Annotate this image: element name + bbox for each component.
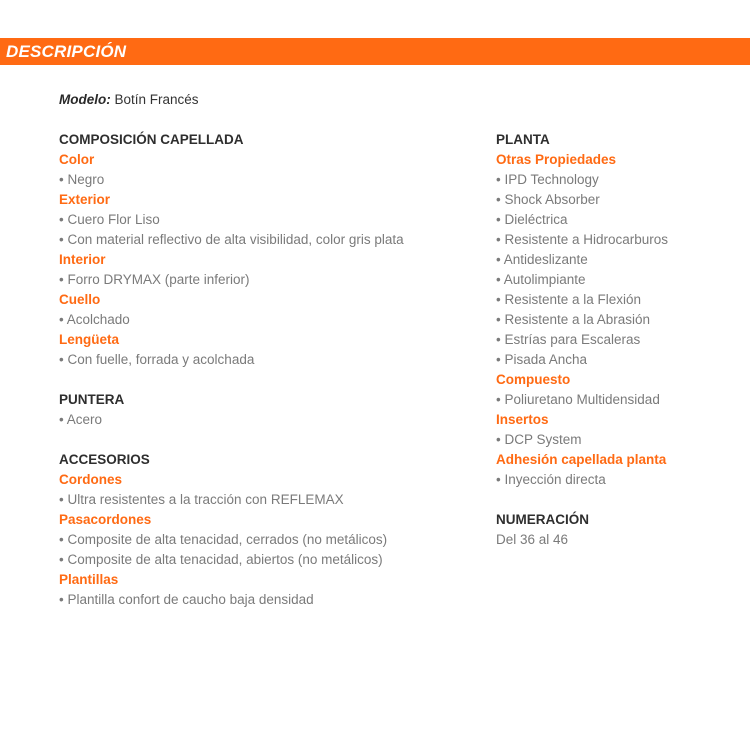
list-item: • Poliuretano Multidensidad — [496, 392, 660, 407]
list-item: • Con material reflectivo de alta visibilidad, color gris plata — [59, 232, 404, 247]
subsection-title: Cuello — [59, 292, 101, 307]
list-item: • Dieléctrica — [496, 212, 568, 227]
subsection-title: Cordones — [59, 472, 123, 487]
size-range: Del 36 al 46 — [496, 532, 569, 547]
list-item: • Estrías para Escaleras — [496, 332, 641, 347]
subsection-title: Pasacordones — [59, 512, 152, 527]
subsection-title: Insertos — [496, 412, 549, 427]
subsection-title: Color — [59, 152, 95, 167]
list-item: • Negro — [59, 172, 105, 187]
section-numeracion — [496, 510, 736, 550]
model-line — [59, 91, 199, 109]
list-item: • Shock Absorber — [496, 192, 600, 207]
list-item: • Pisada Ancha — [496, 352, 588, 367]
description-banner — [0, 38, 750, 65]
list-item: • Plantilla confort de caucho baja densidad — [59, 592, 314, 607]
list-item: • Con fuelle, forrada y acolchada — [59, 352, 255, 367]
subsection-title: Interior — [59, 252, 106, 267]
section-title: COMPOSICIÓN CAPELLADA — [59, 132, 244, 147]
section-planta — [496, 130, 736, 490]
list-item: • Autolimpiante — [496, 272, 586, 287]
list-item: • DCP System — [496, 432, 582, 447]
list-item: • Acero — [59, 412, 102, 427]
list-item: • Composite de alta tenacidad, cerrados (no metálicos) — [59, 532, 388, 547]
list-item: • Inyección directa — [496, 472, 606, 487]
list-item: • Resistente a la Flexión — [496, 292, 642, 307]
list-item: • Acolchado — [59, 312, 130, 327]
right-column — [496, 130, 736, 570]
section-title: ACCESORIOS — [59, 452, 150, 467]
list-item: • Antideslizante — [496, 252, 588, 267]
subsection-title: Otras Propiedades — [496, 152, 617, 167]
banner-title: DESCRIPCIÓN — [6, 42, 127, 61]
list-item: • Ultra resistentes a la tracción con REFLEMAX — [59, 492, 344, 507]
subsection-title: Compuesto — [496, 372, 571, 387]
section-composicion-capellada — [59, 130, 479, 370]
list-item: • IPD Technology — [496, 172, 599, 187]
subsection-title: Lengüeta — [59, 332, 120, 347]
section-title: PLANTA — [496, 132, 550, 147]
model-value: Botín Francés — [110, 92, 199, 107]
section-title: PUNTERA — [59, 392, 125, 407]
list-item: • Forro DRYMAX (parte inferior) — [59, 272, 250, 287]
subsection-title: Adhesión capellada planta — [496, 452, 667, 467]
model-label: Modelo: — [59, 92, 111, 107]
list-item: • Composite de alta tenacidad, abiertos (no metálicos) — [59, 552, 383, 567]
list-item: • Resistente a Hidrocarburos — [496, 232, 669, 247]
section-accesorios — [59, 450, 479, 610]
subsection-title: Plantillas — [59, 572, 119, 587]
section-puntera — [59, 390, 479, 430]
subsection-title: Exterior — [59, 192, 111, 207]
section-title: NUMERACIÓN — [496, 512, 589, 527]
list-item: • Resistente a la Abrasión — [496, 312, 651, 327]
left-column — [59, 130, 479, 630]
list-item: • Cuero Flor Liso — [59, 212, 160, 227]
